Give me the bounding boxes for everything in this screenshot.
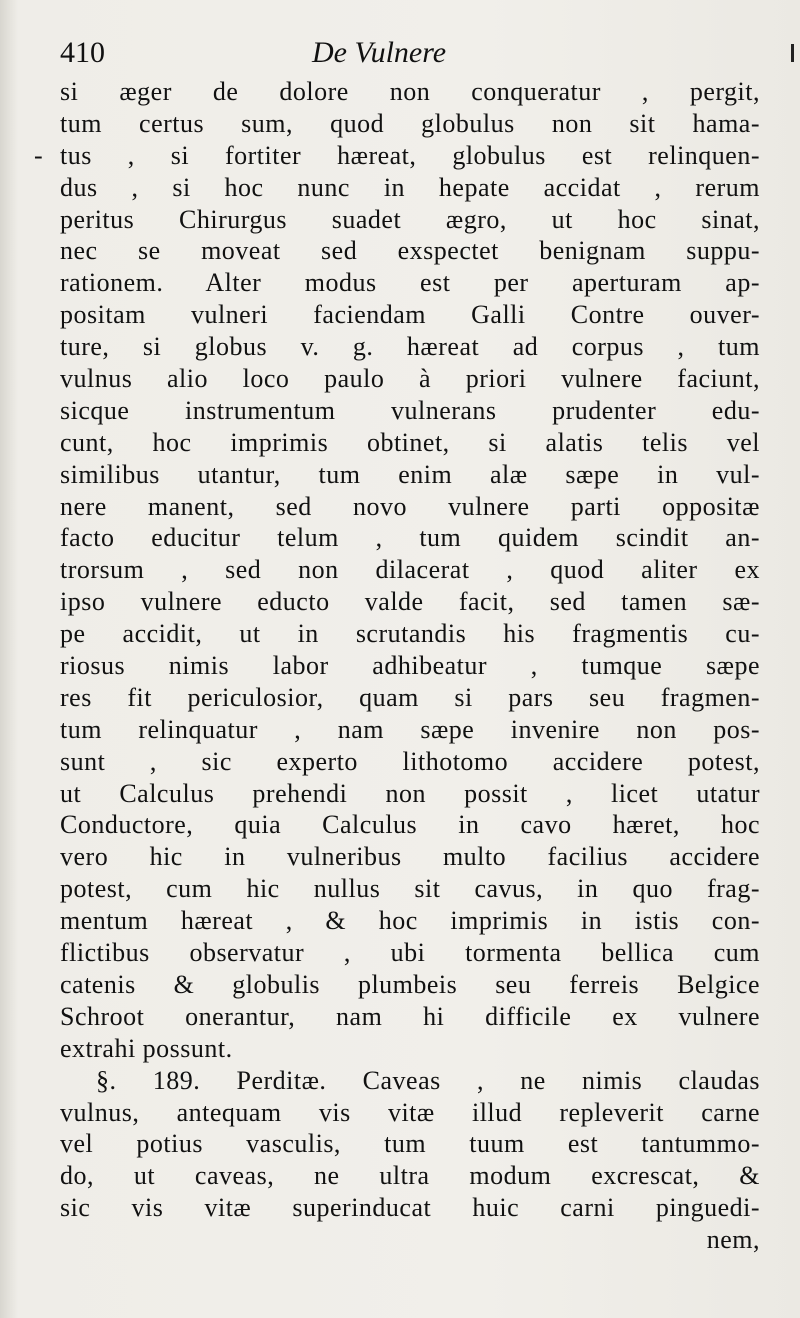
page-header [60, 30, 760, 80]
text-line: dus , si hoc nunc in hepate accidat , rerum [60, 172, 760, 202]
text-line: riosus nimis labor adhibeatur , tumque sæpe [60, 651, 760, 681]
text-line: extrahi possunt. [60, 1033, 233, 1063]
text-line: cunt, hoc imprimis obtinet, si alatis telis vel [60, 427, 760, 457]
text-line: peritus Chirurgus suadet ægro, ut hoc sinat, [60, 204, 760, 234]
text-line: Conductore, quia Calculus in cavo hæret, hoc [60, 810, 760, 840]
body-text [60, 76, 760, 1256]
text-line: positam vulneri faciendam Galli Contre ouver- [60, 300, 760, 330]
text-line: tus , si fortiter hæreat, globulus est relinquen- [60, 140, 760, 170]
text-line: ture, si globus v. g. hæreat ad corpus , tum [60, 332, 760, 362]
text-line: potest, cum hic nullus sit cavus, in quo frag- [60, 874, 760, 904]
text-line: vero hic in vulneribus multo facilius accidere [60, 842, 760, 872]
text-line: tum certus sum, quod globulus non sit hama- [60, 108, 760, 138]
text-line: rationem. Alter modus est per aperturam ap- [60, 268, 760, 298]
text-line: ut Calculus prehendi non possit , licet utatur [60, 778, 760, 808]
text-line: catenis & globulis plumbeis seu ferreis Belgice [60, 969, 760, 999]
page-edge-mark [791, 44, 794, 62]
text-line: pe accidit, ut in scrutandis his fragmentis cu- [60, 619, 760, 649]
text-line: nec se moveat sed exspectet benignam suppu- [60, 236, 760, 266]
text-line: ipso vulnere educto valde facit, sed tamen sæ- [60, 587, 760, 617]
text-line: flictibus observatur , ubi tormenta bellica cum [60, 938, 760, 968]
text-line: do, ut caveas, ne ultra modum excrescat, & [60, 1161, 760, 1191]
page-number: 410 [60, 36, 105, 69]
text-line: trorsum , sed non dilacerat , quod aliter ex [60, 555, 760, 585]
text-line: similibus utantur, tum enim alæ sæpe in vul- [60, 459, 760, 489]
text-line: vulnus alio loco paulo à priori vulnere faciunt, [60, 364, 760, 394]
text-line: tum relinquatur , nam sæpe invenire non pos- [60, 714, 760, 744]
text-line: sunt , sic experto lithotomo accidere potest, [60, 746, 760, 776]
text-line: sic vis vitæ superinducat huic carni pinguedi- [60, 1193, 760, 1223]
catchword-line: nem, [706, 1225, 760, 1255]
text-line: vulnus, antequam vis vitæ illud repleverit carne [60, 1097, 760, 1127]
text-line: res fit periculosior, quam si pars seu fragmen- [60, 682, 760, 712]
text-line: mentum hæreat , & hoc imprimis in istis con- [60, 906, 760, 936]
text-line: nere manent, sed novo vulnere parti oppositæ [60, 491, 760, 521]
text-line: facto educitur telum , tum quidem scindit an- [60, 523, 760, 553]
running-title: De Vulnere [312, 36, 447, 69]
section-heading-line: §. 189. Perditæ. Caveas , ne nimis claudas [96, 1065, 760, 1095]
text-line: si æger de dolore non conqueratur , pergit, [60, 77, 760, 106]
text-line: vel potius vasculis, tum tuum est tantummo- [60, 1129, 760, 1159]
margin-hyphen: - [34, 141, 43, 170]
text-line: Schroot onerantur, nam hi difficile ex vulnere [60, 1001, 760, 1031]
text-line: sicque instrumentum vulnerans prudenter edu- [60, 395, 760, 425]
